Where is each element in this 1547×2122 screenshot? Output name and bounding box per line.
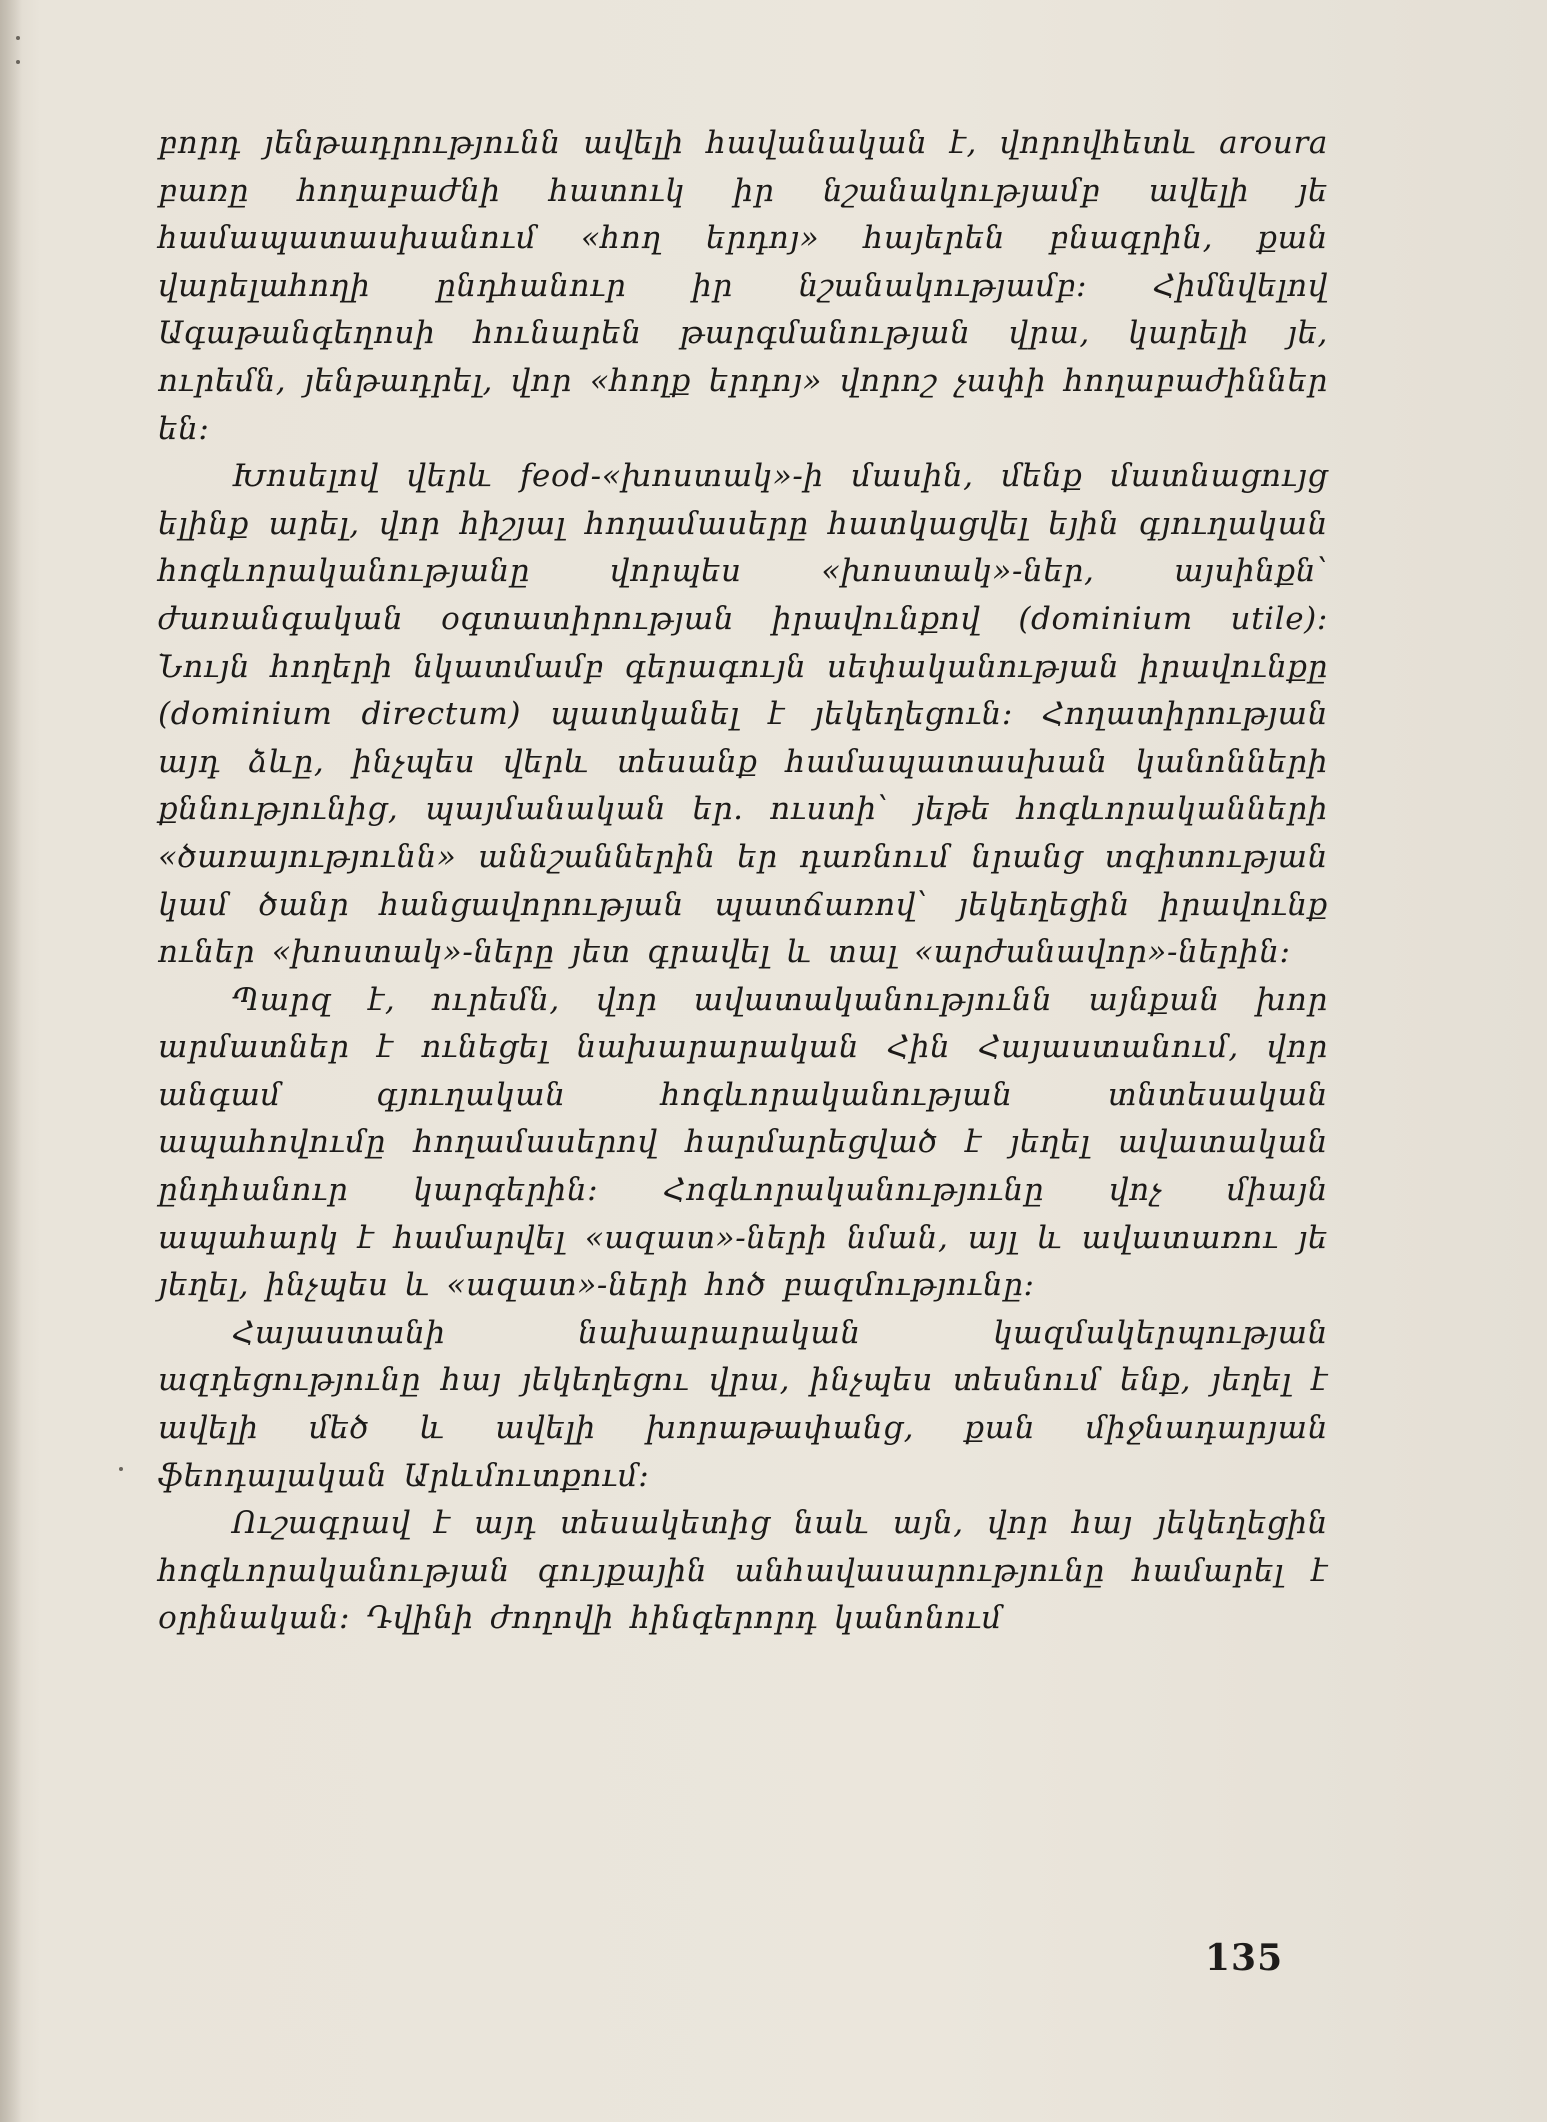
body-text xyxy=(158,120,1328,1643)
paragraph-5: Ուշագրավ է այդ տեսակետից նաև այն, վոր հայ յեկեղեցին հոգևորականության գույքային անհավասարությունը համարել է օրինական։ Դվինի ժողովի հինգերորդ կանոնում xyxy=(158,1505,1328,1637)
ink-speck xyxy=(119,1467,123,1471)
paragraph-1: բորդ յենթադրությունն ավելի հավանական է, վորովհետև aroura բառը հողաբաժնի հատուկ իր նշանակությամբ ավելի յե համապատասխանում «հող երդոյ» հայերեն բնագրին, քան վարելահողի ընդհանուր իր նշանակությամբ։ Հիմնվելով Ագաթանգեղոսի հունարեն թարգմանության վրա, կարելի յե, ուրեմն, յենթադրել, վոր «հողք երդոյ» վորոշ չափի հողաբաժիններ են։ xyxy=(158,125,1328,447)
binding-shadow xyxy=(0,0,22,2122)
paragraph-2: Խոսելով վերև feod-«խոստակ»-ի մասին, մենք մատնացույց ելինք արել, վոր հիշյալ հողամասերը հատկացվել եյին գյուղական հոգևորականությանը վորպես «խոստակ»-ներ, այսինքն՝ ժառանգական օգտատիրության իրավունքով (dominium utile)։ Նույն հողերի նկատմամբ գերագույն սեփականության իրավունքը (dominium directum) պատկանել է յեկեղեցուն։ Հողատիրության այդ ձևը, ինչպես վերև տեսանք համապատասխան կանոնների քննությունից, պայմանական եր. ուստի՝ յեթե հոգևորականների «ծառայությունն» աննշաններին եր դառնում նրանց տգիտության կամ ծանր հանցավորության պատճառով՝ յեկեղեցին իրավունք ուներ «խոստակ»-ները յետ գրավել և տալ «արժանավոր»-ներին։ xyxy=(158,458,1328,971)
ink-speck xyxy=(16,36,20,40)
paragraph-4: Հայաստանի նախարարական կազմակերպության ազդեցությունը հայ յեկեղեցու վրա, ինչպես տեսնում ենք, յեղել է ավելի մեծ և ավելի խորաթափանց, քան միջնադարյան ֆեոդալական Արևմուտքում։ xyxy=(158,1314,1328,1494)
ink-speck xyxy=(16,60,20,64)
paragraph-3: Պարզ է, ուրեմն, վոր ավատականությունն այնքան խոր արմատներ է ունեցել նախարարական Հին Հայաստանում, վոր անգամ գյուղական հոգևորականության տնտեսական ապահովումը հողամասերով հարմարեցված է յեղել ավատական ընդհանուր կարգերին։ Հոգևորականությունը վոչ միայն ապահարկ է համարվել «ազատ»-ների նման, այլ և ավատառու յե յեղել, ինչպես և «ազատ»-ների հոծ բազմությունը։ xyxy=(158,981,1328,1304)
page-number: 135 xyxy=(1205,1937,1284,1979)
